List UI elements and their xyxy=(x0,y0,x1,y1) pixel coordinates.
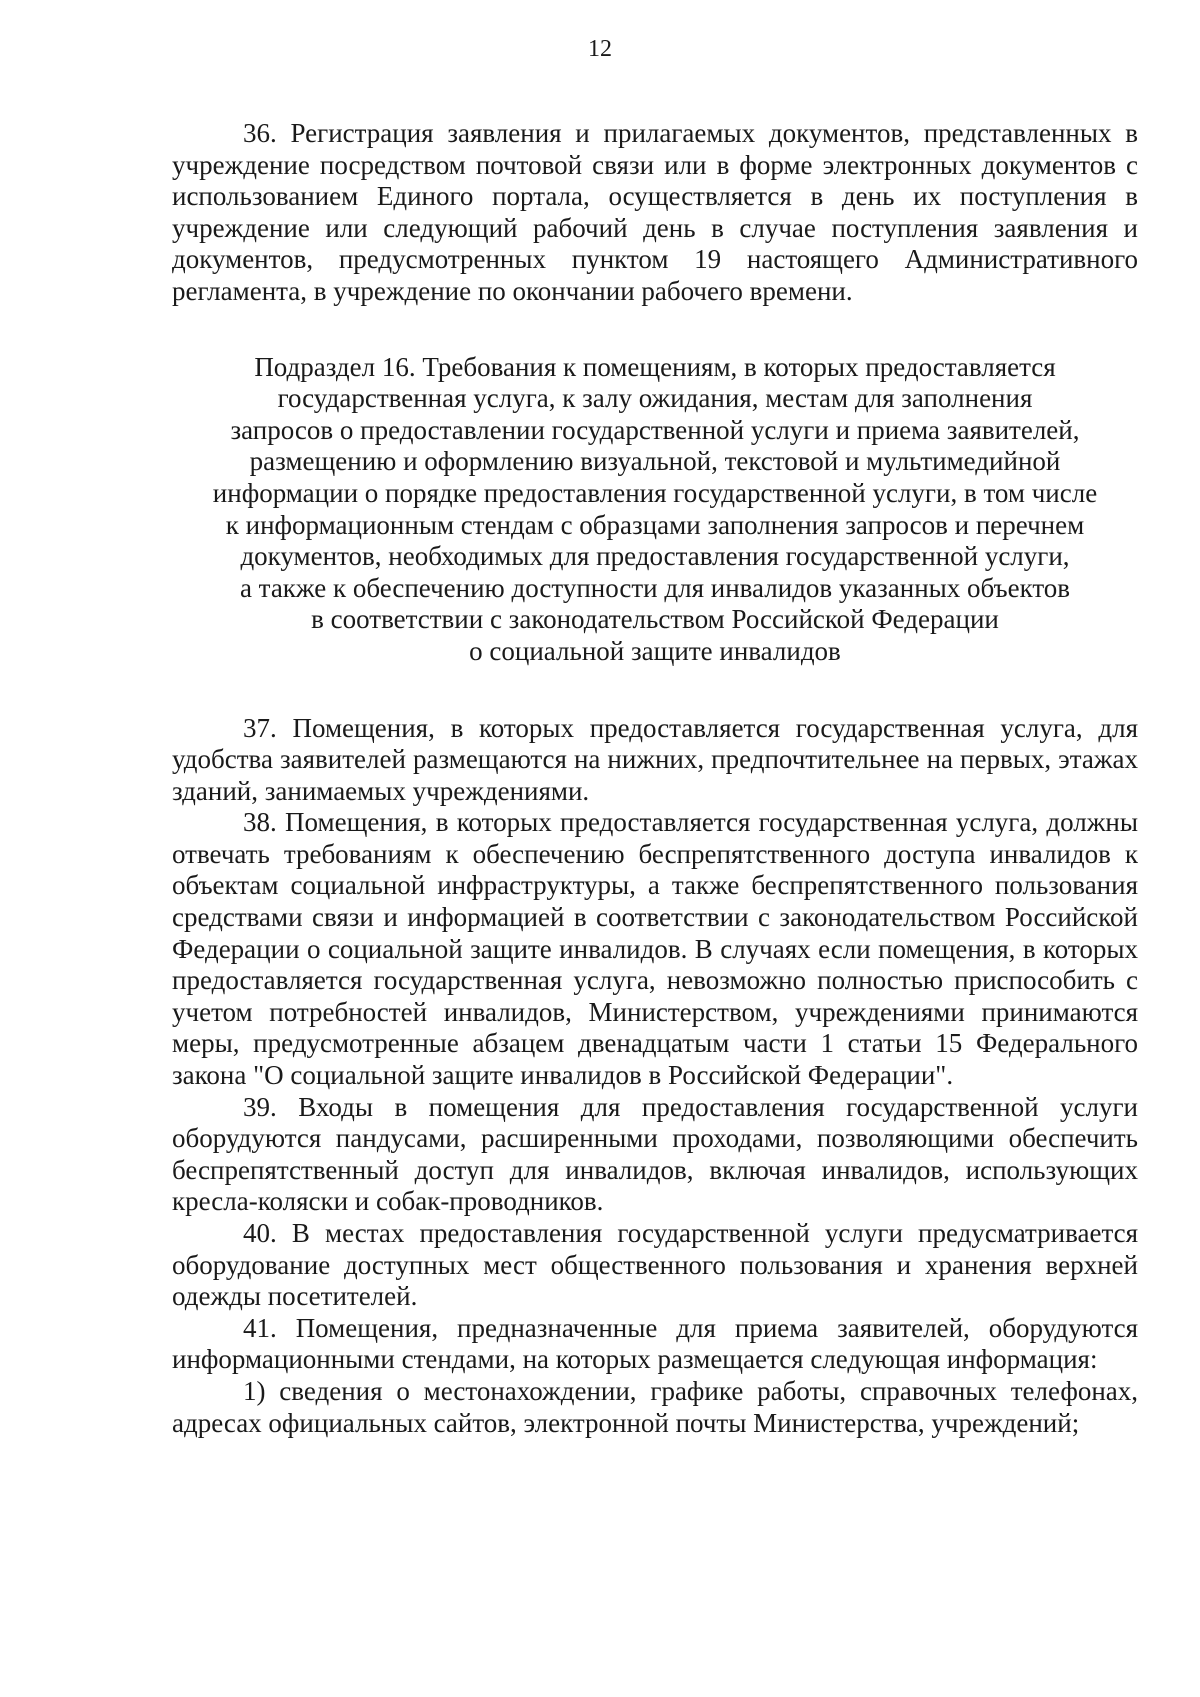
heading-line: а также к обеспечению доступности для инвалидов указанных объектов xyxy=(239,572,1071,603)
heading-line: документов, необходимых для предоставления государственной услуги, xyxy=(240,541,1070,572)
heading-line: Подраздел 16. Требования к помещениям, в которых предоставляется xyxy=(254,351,1056,382)
paragraph-36: 36. Регистрация заявления и прилагаемых документов, представленных в учреждение посредством почтовой связи или в форме электронных документов с использованием Единого портала, осуществляется в день их поступления в учреждение или следующий рабочий день в случае поступления заявления и документов, предусмотренных пунктом 19 настоящего Административного регламента, в учреждение по окончании рабочего времени. xyxy=(172,118,1138,306)
paragraph-37: 37. Помещения, в которых предоставляется государственная услуга, для удобства заявителей размещаются на нижних, предпочтительнее на первых, этажах зданий, занимаемых учреждениями. xyxy=(172,712,1138,806)
paragraph-39: 39. Входы в помещения для предоставления государственной услуги оборудуются пандусами, расширенными проходами, позволяющими обеспечить беспрепятственный доступ для инвалидов, включая инвалидов, использующих кресла-коляски и собак-проводников. xyxy=(172,1091,1138,1217)
document-body xyxy=(172,118,1138,1439)
list-item-1: 1) сведения о местонахождении, графике работы, справочных телефонах, адресах официальных сайтов, электронной почты Министерства, учреждений; xyxy=(172,1375,1138,1438)
heading-line: размещению и оформлению визуальной, текстовой и мультимедийной xyxy=(249,446,1061,477)
paragraph-40: 40. В местах предоставления государственной услуги предусматривается оборудование доступных мест общественного пользования и хранения верхней одежды посетителей. xyxy=(172,1218,1138,1312)
paragraph-38: 38. Помещения, в которых предоставляется государственная услуга, должны отвечать требованиям к обеспечению беспрепятственного доступа инвалидов к объектам социальной инфраструктуры, а также беспрепятственного пользования средствами связи и информацией в соответствии с законодательством Российской Федерации о социальной защите инвалидов. В случаях если помещения, в которых предоставляется государственная услуга, невозможно полностью приспособить с учетом потребностей инвалидов, Министерством, учреждениями принимаются меры, предусмотренные абзацем двенадцатым части 1 статьи 15 Федерального закона "О социальной защите инвалидов в Российской Федерации". xyxy=(172,807,1138,1091)
paragraph-41: 41. Помещения, предназначенные для приема заявителей, оборудуются информационными стендами, на которых размещается следующая информация: xyxy=(172,1312,1138,1375)
heading-line: в соответствии с законодательством Российской Федерации xyxy=(311,604,999,635)
subsection-heading xyxy=(172,352,1138,668)
heading-line: государственная услуга, к залу ожидания, местам для заполнения xyxy=(277,383,1033,414)
heading-line: к информационным стендам с образцами заполнения запросов и перечнем xyxy=(225,509,1085,540)
heading-line: информации о порядке предоставления государственной услуги, в том числе xyxy=(212,477,1098,508)
heading-line: о социальной защите инвалидов xyxy=(469,635,841,666)
page-number: 12 xyxy=(588,36,612,62)
heading-line: запросов о предоставлении государственной услуги и приема заявителей, xyxy=(230,414,1080,445)
